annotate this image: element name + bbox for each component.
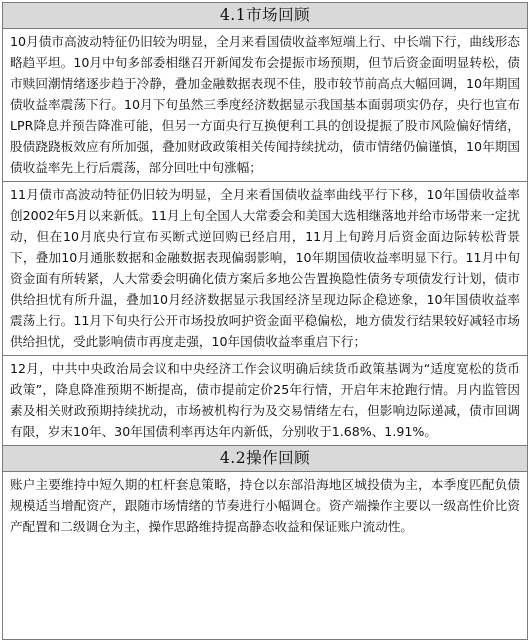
section-title-operation-review: 4.2操作回顾 <box>3 446 527 472</box>
document-table <box>2 2 528 640</box>
section-title-market-review: 4.1市场回顾 <box>3 3 527 29</box>
paragraph-november: 11月债市高波动特征仍旧较为明显，全月来看国债收益率曲线平行下移，10年国债收益率创2002年5月以来新低。11月上旬全国人大常委会和美国大选相继落地并给市场带来一定扰动，但在10月底央行宣布买断式逆回购已经启用，11月上旬跨月后资金面边际转松背景下，叠加10月通胀数据和金融数据表现偏弱影响，10年期国债收益率明显下行。11月中旬资金面有所转紧，人大常委会明确化债方案后多地公告置换隐性债务专项债发行计划，债市供给担忧有所升温，叠加10月经济数据显示我国经济呈现边际企稳迹象，10年国债收益率震荡上行。11月下旬央行公开市场投放呵护资金面平稳偏松，地方债发行结果较好减轻市场供给担忧，受此影响债市再度走强，10年国债收益率重启下行； <box>3 182 527 356</box>
paragraph-operation: 账户主要维持中短久期的杠杆套息策略，持仓以东部沿海地区城投债为主，本季度匹配负债规模适当增配资产，跟随市场情绪的节奏进行小幅调仓。资产端操作主要以一级高性价比资产配置和二级调仓为主，操作思路维持提高静态收益和保证账户流动性。 <box>10 477 520 534</box>
paragraph-december: 12月，中共中央政治局会议和中央经济工作会议明确后续货币政策基调为“适度宽松的货币政策”，降息降准预期不断提高，债市提前定价25年行情，开启年末抢跑行情。月内监管因素及相关财政预期持续扰动，市场被机构行为及交易情绪左右，但影响边际递减，债市回调有限，岁末10年、30年国债利率再达年内新低，分别收于1.68%、1.91%。 <box>3 356 527 446</box>
paragraph-october: 10月债市高波动特征仍旧较为明显，全月来看国债收益率短端上行、中长端下行，曲线形态略趋平坦。10月中旬多部委相继召开新闻发布会提振市场预期，但节后资金面明显转松，债市赎回潮情绪逐步趋于冷静，叠加金融数据表现不佳，股市较节前高点大幅回调，10年期国债收益率震荡下行。10月下旬虽然三季度经济数据显示我国基本面弱项实仍存，央行也宣布LPR降息并预告降准可能，但另一方面央行互换便利工具的创设提振了股市风险偏好情绪，股债跷跷板效应有所加强，叠加财政政策相关传闻持续扰动，债市情绪仍偏谨慎，10年期国债收益率先上行后震荡，部分回吐中旬涨幅； <box>3 29 527 182</box>
